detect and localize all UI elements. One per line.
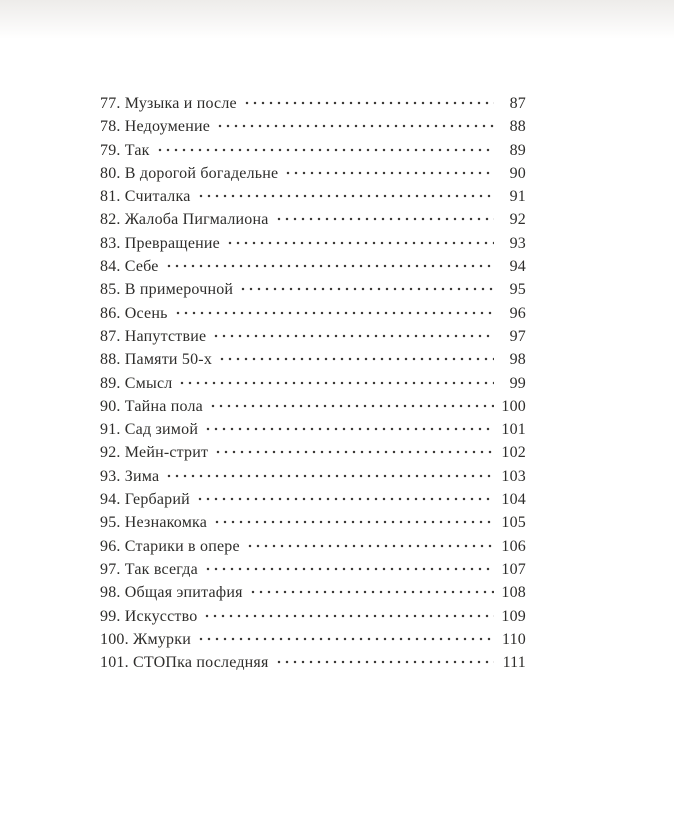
toc-entry-title: 95. Незнакомка (100, 514, 208, 532)
toc-entry-page-number: 91 (509, 188, 526, 206)
toc-entry-page-number: 97 (509, 327, 526, 345)
dot-leader (156, 139, 494, 155)
toc-entry (100, 535, 526, 558)
dot-leader (214, 441, 494, 457)
toc-entry (100, 232, 526, 255)
toc-entry-page-number: 111 (502, 654, 526, 672)
dot-leader (216, 115, 494, 131)
toc-entry-title: 86. Осень (100, 304, 168, 322)
toc-entry-title: 90. Тайна пола (100, 397, 203, 415)
dot-leader (197, 628, 494, 644)
toc-entry-page-number: 102 (501, 444, 526, 462)
dot-leader (204, 558, 494, 574)
toc-entry (100, 465, 526, 488)
toc-entry (100, 208, 526, 231)
dot-leader (178, 372, 494, 388)
toc-entry-page-number: 110 (501, 630, 526, 648)
toc-entry-page-number: 87 (509, 95, 526, 112)
dot-leader (174, 302, 494, 318)
toc-entry-title: 91. Сад зимой (100, 421, 199, 439)
toc-entry-title: 82. Жалоба Пигмалиона (100, 211, 269, 229)
toc-entry-page-number: 104 (501, 491, 526, 509)
toc-entry-page-number: 89 (509, 141, 526, 159)
toc-entry (100, 372, 526, 395)
dot-leader (196, 488, 494, 504)
toc-entry-title: 96. Старики в опере (100, 537, 240, 555)
toc-entry-title: 87. Напутствие (100, 327, 207, 345)
toc-entry-page-number: 106 (501, 537, 526, 555)
toc-entry-title: 89. Смысл (100, 374, 173, 392)
toc-entry-title: 85. В примерочной (100, 281, 234, 299)
toc-entry-title: 81. Считалка (100, 188, 191, 206)
toc-entry-page-number: 95 (509, 281, 526, 299)
toc-entry (100, 581, 526, 604)
toc-entry-title: 98. Общая эпитафия (100, 584, 243, 602)
toc-entry-title: 92. Мейн-стрит (100, 444, 209, 462)
dot-leader (226, 232, 494, 248)
dot-leader (284, 162, 494, 178)
toc-entry (100, 651, 526, 674)
toc-entry-title: 97. Так всегда (100, 560, 198, 578)
toc-entry-page-number: 94 (509, 258, 526, 276)
dot-leader (212, 325, 494, 341)
toc-entry-page-number: 108 (501, 584, 526, 602)
toc-entry (100, 558, 526, 581)
toc-entry (100, 395, 526, 418)
toc-entry-page-number: 101 (501, 421, 526, 439)
toc-entry-page-number: 92 (509, 211, 526, 229)
toc-entry-title: 99. Искусство (100, 607, 198, 625)
toc-entry-page-number: 99 (509, 374, 526, 392)
dot-leader (275, 651, 494, 667)
dot-leader (165, 465, 494, 481)
toc-entry-title: 94. Гербарий (100, 491, 190, 509)
toc-entry (100, 302, 526, 325)
toc-entry-page-number: 105 (501, 514, 526, 532)
toc-entry (100, 418, 526, 441)
toc-entry (100, 488, 526, 511)
dot-leader (249, 581, 494, 597)
dot-leader (197, 185, 494, 201)
toc-entry-title: 88. Памяти 50-х (100, 351, 213, 369)
toc-entry-title: 101. СТОПка последняя (100, 654, 269, 672)
dot-leader (275, 208, 494, 224)
dot-leader (165, 255, 494, 271)
toc-entry-page-number: 90 (509, 164, 526, 182)
dot-leader (213, 511, 494, 527)
toc-entry (100, 185, 526, 208)
page-top-shading (0, 0, 674, 46)
toc-entry (100, 511, 526, 534)
table-of-contents (100, 92, 526, 674)
dot-leader (203, 605, 494, 621)
toc-entry (100, 325, 526, 348)
toc-entry-page-number: 107 (501, 560, 526, 578)
toc-entry-page-number: 100 (501, 397, 526, 415)
toc-entry (100, 628, 526, 651)
dot-leader (239, 278, 494, 294)
dot-leader (204, 418, 494, 434)
toc-entry-title: 93. Зима (100, 467, 160, 485)
toc-entry-title: 79. Так (100, 141, 150, 159)
toc-entry-page-number: 109 (501, 607, 526, 625)
dot-leader (243, 92, 494, 108)
toc-entry-title: 77. Музыка и после (100, 95, 237, 112)
toc-entry (100, 92, 526, 115)
toc-entry-page-number: 103 (501, 467, 526, 485)
toc-entry-title: 78. Недоумение (100, 118, 211, 136)
toc-entry (100, 441, 526, 464)
toc-entry-page-number: 96 (509, 304, 526, 322)
toc-entry-page-number: 98 (509, 351, 526, 369)
toc-entry (100, 139, 526, 162)
toc-entry (100, 115, 526, 138)
toc-entry (100, 605, 526, 628)
toc-entry (100, 255, 526, 278)
toc-entry (100, 162, 526, 185)
toc-entry-page-number: 93 (509, 234, 526, 252)
toc-entry-title: 80. В дорогой богадельне (100, 164, 279, 182)
dot-leader (209, 395, 494, 411)
dot-leader (246, 535, 494, 551)
toc-entry-page-number: 88 (509, 118, 526, 136)
toc-entry (100, 348, 526, 371)
toc-entry-title: 83. Превращение (100, 234, 220, 252)
toc-entry (100, 278, 526, 301)
toc-entry-title: 100. Жмурки (100, 630, 191, 648)
dot-leader (218, 348, 494, 364)
toc-entry-title: 84. Себе (100, 258, 159, 276)
